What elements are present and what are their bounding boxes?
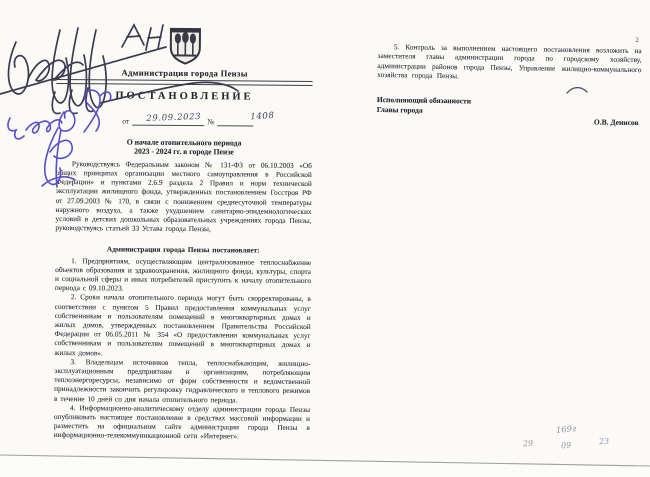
date-number-line	[122, 110, 312, 126]
document-title-line2: 2023 - 2024 гг. в городе Пензе	[134, 146, 234, 157]
number-underline	[217, 116, 253, 126]
pencil-note-month: 09	[560, 440, 572, 451]
document-body	[54, 159, 312, 442]
decree-item-1: 1. Предприятиям, осуществляющим централизованное теплоснабжение объектов образования и здравоохранения, жилищного фонда, культуры, спорта и социальной сферы и иных потребителей приступить к началу отопительного периода с 09.10.2023.	[54, 255, 312, 293]
pencil-note-day: 29	[522, 438, 534, 449]
document-title	[56, 136, 312, 157]
decree-item-2: 2. Сроки начала отопительного периода могут быть скорректированы, в соответствии с пунктом 5 Правил предоставления коммунальных услуг собственникам и пользователям помещений в многоквартирных домах и жилых домов, утвержденных постановлением Правительства Российской Федерации от 06.05.2011 № 354 «О предоставлении коммунальных услуг собственникам и пользователям помещений в многоквартирных домах и жилых домов».	[54, 292, 311, 357]
handwritten-date: 29.09.2023	[146, 110, 202, 123]
date-label: от	[122, 116, 130, 126]
decree-item-3: 3. Владельцам источников тепла, теплоснабжающим, жилищно-эксплуатационным предприятиям и организациям, потребляющим теплоэнергоресурсы, независимо от форм собственности и ведомственной принадлежности закончить регулировку гидравлического и теплового режимов в течение 10 дней со дня начала отопительного периода.	[54, 356, 311, 404]
pencil-note-year: 23	[598, 436, 610, 447]
header-divider	[57, 79, 313, 86]
official-role-line1: Исполняющий обязанности	[376, 94, 472, 106]
decree-item-5: 5. Контроль за выполнением настоящего постановления возложить на заместителя главы администрации города по городскому хозяйству, администрации районов города Пензы, Управление жилищно-коммунального хозяйства города Пензы.	[377, 42, 642, 81]
number-label: №	[207, 116, 215, 126]
decree-item-4: 4. Информационно-аналитическому отделу администрации города Пензы опубликовать настоящее постановление в средствах массовой информации и разместить на официальном сайте администрации города Пензы в информационно-телекоммуникационной сети «Интернет».	[53, 402, 311, 441]
official-role-line2: Главы города	[376, 104, 423, 115]
organization-name: Администрация города Пензы	[121, 67, 248, 79]
intro-paragraph: Руководствуясь Федеральным законом № 131-ФЗ от 06.10.2003 «Об общих принципах организации местного самоуправления в Российской Федерации» и пунктами 2.6.9 раздела 2 Правил и норм технической эксплуатации жилищного фонда, утвержденных постановлением Госстроя РФ от 27.09.2003 № 170, в связи с понижением среднесуточной температуры наружного воздуха, а также ухудшением санитарно-эпидемиологических условий в детских дошкольных образовательных учреждениях города Пензы, руководствуясь статьей 33 Устава города Пензы,	[55, 158, 312, 234]
signature-block	[376, 95, 640, 131]
pencil-note-number: 169г	[555, 423, 577, 435]
page-bottom-edge	[0, 455, 650, 477]
page-1	[54, 26, 313, 442]
page-number: 2	[635, 37, 639, 45]
document-title-line1: О начале отопительного периода	[126, 137, 242, 147]
official-name: О.В. Денисов	[593, 117, 639, 127]
page-2	[376, 30, 641, 131]
penza-coat-of-arms-icon	[168, 27, 201, 65]
handwritten-number: 1408	[250, 110, 275, 122]
resolves-heading: Администрация города Пензы постановляет:	[106, 244, 260, 255]
document-type-title: ПОСТАНОВЛЕНИЕ	[115, 89, 254, 103]
